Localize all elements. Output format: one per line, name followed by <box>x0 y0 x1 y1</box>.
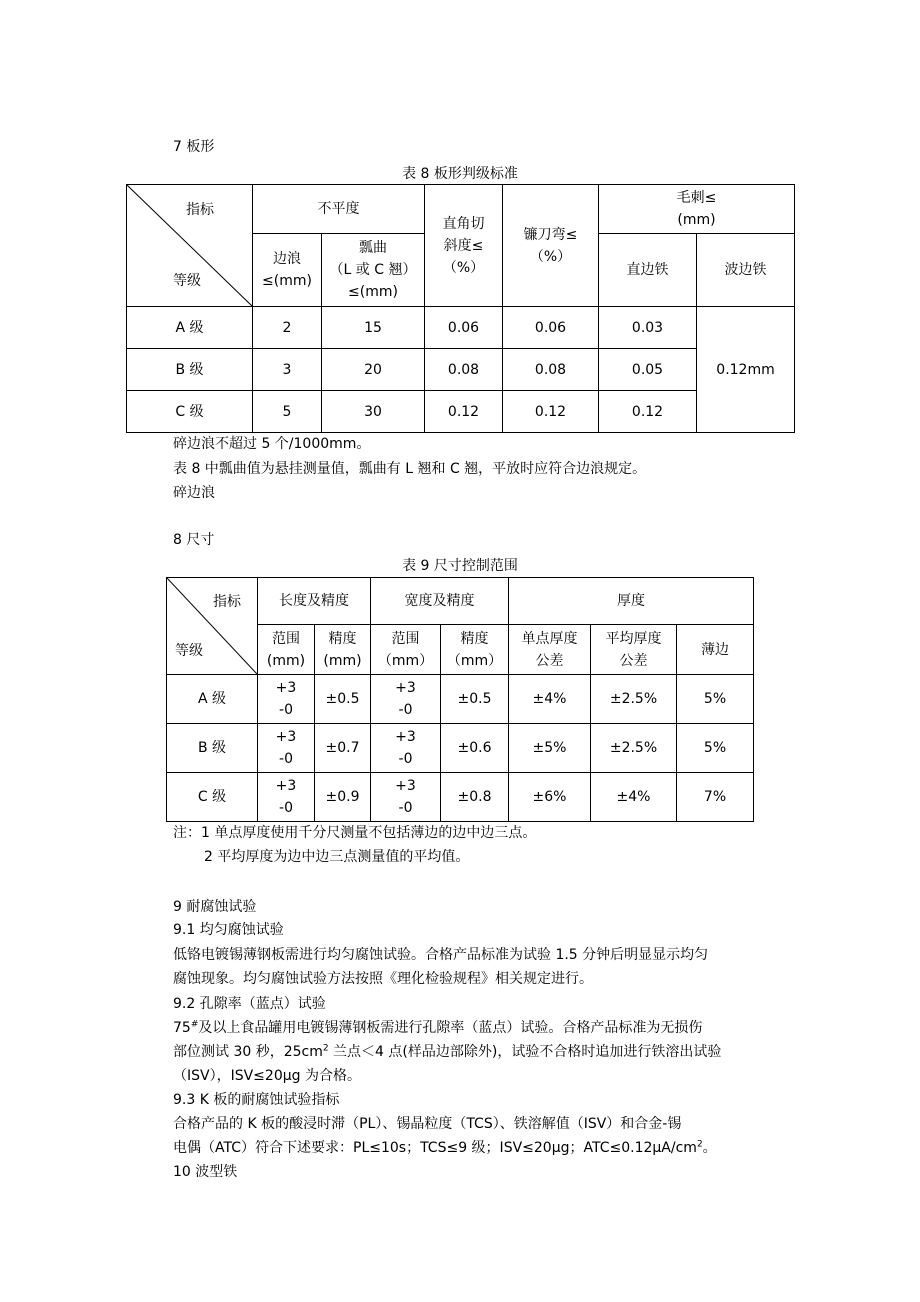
table-8-warp-header: 瓢曲 （L 或 C 翘） ≤(mm) <box>322 234 425 307</box>
straight-edge-cell: 0.05 <box>599 349 697 391</box>
table-9-thickness-header: 厚度 <box>509 578 754 625</box>
table-row <box>127 349 795 391</box>
table-9-grade-label: 等级 <box>175 643 203 659</box>
section-7-heading: 7 板形 <box>173 139 215 155</box>
table-8-caption: 表 8 板形判级标准 <box>402 166 518 182</box>
length-precision-cell: ±0.7 <box>315 724 371 773</box>
table-9-thin-edge-header: 薄边 <box>677 625 754 675</box>
table-8-note-3: 碎边浪 <box>173 485 215 501</box>
table-9-average-header: 平均厚度 公差 <box>591 625 677 675</box>
section-10-heading: 10 波型铁 <box>173 1164 238 1180</box>
table-8-edge-wave-header: 边浪 ≤(mm) <box>253 234 322 307</box>
length-range-cell: +3 -0 <box>258 675 315 724</box>
table-8-flatness-header: 不平度 <box>253 185 425 234</box>
edge-wave-cell: 5 <box>253 391 322 433</box>
section-9-2-line-2: 部位测试 30 秒，$25cm^2$ 兰点＜4 点(样品边部除外)，试验不合格时追加进行铁溶出试验 <box>173 1043 722 1060</box>
average-cell: ±2.5% <box>591 675 677 724</box>
grade-cell: C 级 <box>127 391 253 433</box>
table-9-note-2: 2 平均厚度为边中边三点测量值的平均值。 <box>204 849 470 865</box>
wave-edge-cell: 0.12mm <box>697 307 795 433</box>
section-9-heading: 9 耐腐蚀试验 <box>173 899 257 915</box>
squareness-cell: 0.12 <box>425 391 503 433</box>
edge-wave-cell: 2 <box>253 307 322 349</box>
table-8-note-1: 碎边浪不超过 5 个/1000mm。 <box>173 436 371 452</box>
warp-cell: 30 <box>322 391 425 433</box>
thin-edge-cell: 5% <box>677 724 754 773</box>
straight-edge-cell: 0.12 <box>599 391 697 433</box>
thin-edge-cell: 5% <box>677 675 754 724</box>
section-9-2-line-3: （ISV），ISV≤20μg 为合格。 <box>173 1068 361 1084</box>
width-range-cell: +3 -0 <box>371 675 441 724</box>
table-8-camber-header: 镰刀弯≤ （%） <box>503 185 599 307</box>
section-9-2-title: 9.2 孔隙率（蓝点）试验 <box>173 996 326 1012</box>
camber-cell: 0.12 <box>503 391 599 433</box>
single-point-cell: ±6% <box>509 773 591 822</box>
table-9-corner-cell <box>167 578 258 675</box>
table-row <box>167 675 754 724</box>
camber-cell: 0.06 <box>503 307 599 349</box>
length-precision-cell: ±0.9 <box>315 773 371 822</box>
section-9-1-line-1: 低铬电镀锡薄钢板需进行均匀腐蚀试验。合格产品标准为试验 1.5 分钟后明显显示均匀 <box>173 947 709 963</box>
table-8-straight-edge-header: 直边铁 <box>599 234 697 307</box>
table-row <box>167 773 754 822</box>
table-9-length-header: 长度及精度 <box>258 578 371 625</box>
width-precision-cell: ±0.6 <box>441 724 509 773</box>
table-9-width-range-header: 范围 （mm） <box>371 625 441 675</box>
table-9-length-precision-header: 精度 (mm) <box>315 625 371 675</box>
table-9-width-header: 宽度及精度 <box>371 578 509 625</box>
table-row <box>127 391 795 433</box>
length-precision-cell: ±0.5 <box>315 675 371 724</box>
section-9-1-title: 9.1 均匀腐蚀试验 <box>173 922 284 938</box>
width-range-cell: +3 -0 <box>371 724 441 773</box>
section-9-2-line-1: 75#及以上食品罐用电镀锡薄钢板需进行孔隙率（蓝点）试验。合格产品标准为无损伤 <box>173 1019 703 1036</box>
table-9-caption: 表 9 尺寸控制范围 <box>402 558 518 574</box>
warp-cell: 20 <box>322 349 425 391</box>
section-9-3-line-1: 合格产品的 K 板的酸浸时滞（PL）、锡晶粒度（TCS）、铁溶解值（ISV）和合金-锡 <box>173 1116 682 1132</box>
section-9-1-line-2: 腐蚀现象。均匀腐蚀试验方法按照《理化检验规程》相关规定进行。 <box>173 971 593 987</box>
table-9-length-range-header: 范围 (mm) <box>258 625 315 675</box>
table-8-grade-label: 等级 <box>173 273 201 289</box>
table-9-width-precision-header: 精度 （mm） <box>441 625 509 675</box>
width-precision-cell: ±0.5 <box>441 675 509 724</box>
single-point-cell: ±5% <box>509 724 591 773</box>
width-range-cell: +3 -0 <box>371 773 441 822</box>
table-8-note-2: 表 8 中瓢曲值为悬挂测量值，瓢曲有 L 翘和 C 翘，平放时应符合边浪规定。 <box>173 461 647 477</box>
table-8-squareness-header: 直角切 斜度≤ （%） <box>425 185 503 307</box>
average-cell: ±2.5% <box>591 724 677 773</box>
average-cell: ±4% <box>591 773 677 822</box>
length-range-cell: +3 -0 <box>258 773 315 822</box>
table-9-note-1: 注：1 单点厚度使用千分尺测量不包括薄边的边中边三点。 <box>173 825 537 841</box>
table-8-wave-edge-header: 波边铁 <box>697 234 795 307</box>
grade-cell: A 级 <box>127 307 253 349</box>
grade-cell: B 级 <box>127 349 253 391</box>
table-8-indicator-label: 指标 <box>186 202 214 218</box>
warp-cell: 15 <box>322 307 425 349</box>
single-point-cell: ±4% <box>509 675 591 724</box>
table-9 <box>166 577 754 822</box>
table-row <box>167 724 754 773</box>
width-precision-cell: ±0.8 <box>441 773 509 822</box>
section-9-3-line-2: 电偶（ATC）符合下述要求：PL≤10s；TCS≤9 级；ISV≤20μg；$ATC\le 0.12\mu A/cm^2$。 <box>173 1139 717 1156</box>
grade-cell: B 级 <box>167 724 258 773</box>
length-range-cell: +3 -0 <box>258 724 315 773</box>
squareness-cell: 0.08 <box>425 349 503 391</box>
section-8-heading: 8 尺寸 <box>173 532 215 548</box>
edge-wave-cell: 3 <box>253 349 322 391</box>
grade-cell: A 级 <box>167 675 258 724</box>
camber-cell: 0.08 <box>503 349 599 391</box>
table-8 <box>126 184 795 433</box>
table-9-indicator-label: 指标 <box>213 594 241 610</box>
table-9-single-point-header: 单点厚度 公差 <box>509 625 591 675</box>
grade-cell: C 级 <box>167 773 258 822</box>
thin-edge-cell: 7% <box>677 773 754 822</box>
table-8-corner-cell <box>127 185 253 307</box>
table-8-burr-header: 毛刺≤ (mm) <box>599 185 795 234</box>
table-row <box>127 307 795 349</box>
squareness-cell: 0.06 <box>425 307 503 349</box>
straight-edge-cell: 0.03 <box>599 307 697 349</box>
section-9-3-title: 9.3 K 板的耐腐蚀试验指标 <box>173 1092 340 1108</box>
